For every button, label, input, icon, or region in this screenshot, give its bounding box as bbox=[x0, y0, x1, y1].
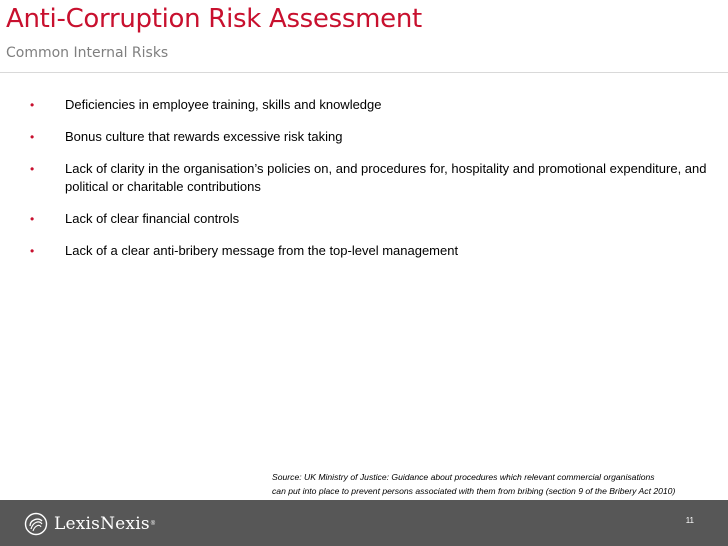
source-note-line-2: can put into place to prevent persons associated with them from bribing (section 9 of the Bribery Act 2010) bbox=[272, 486, 676, 496]
list-item-text: Lack of clarity in the organisation’s policies on, and procedures for, hospitality and promotional expenditure, and political or charitable contributions bbox=[65, 161, 707, 194]
list-item bbox=[30, 160, 710, 196]
list-item bbox=[30, 210, 710, 228]
list-item-text: Lack of clear financial controls bbox=[65, 211, 240, 226]
brand-logo-text: LexisNexis bbox=[54, 514, 150, 534]
registered-mark: ® bbox=[150, 521, 156, 527]
bullet-icon: • bbox=[30, 98, 35, 112]
list-item bbox=[30, 242, 710, 260]
list-item-text: Lack of a clear anti-bribery message from the top-level management bbox=[65, 243, 459, 258]
lexisnexis-swirl-icon bbox=[24, 512, 48, 536]
title-divider bbox=[0, 72, 728, 73]
page-number: 11 bbox=[685, 516, 694, 525]
list-item-text: Deficiencies in employee training, skills and knowledge bbox=[65, 97, 382, 112]
list-item-text: Bonus culture that rewards excessive risk taking bbox=[65, 129, 343, 144]
footer-bar bbox=[0, 500, 728, 546]
bullet-icon: • bbox=[30, 162, 35, 176]
list-item bbox=[30, 128, 710, 146]
page-title: Anti-Corruption Risk Assessment bbox=[6, 4, 422, 34]
brand-logo bbox=[24, 512, 155, 536]
bullet-icon: • bbox=[30, 130, 35, 144]
source-note-line-1: Source: UK Ministry of Justice: Guidance about procedures which relevant commercial organisations bbox=[272, 472, 655, 482]
source-note bbox=[272, 470, 722, 498]
bullet-list bbox=[30, 96, 710, 274]
list-item bbox=[30, 96, 710, 114]
page-subtitle: Common Internal Risks bbox=[6, 45, 169, 61]
bullet-icon: • bbox=[30, 212, 35, 226]
bullet-icon: • bbox=[30, 244, 35, 258]
